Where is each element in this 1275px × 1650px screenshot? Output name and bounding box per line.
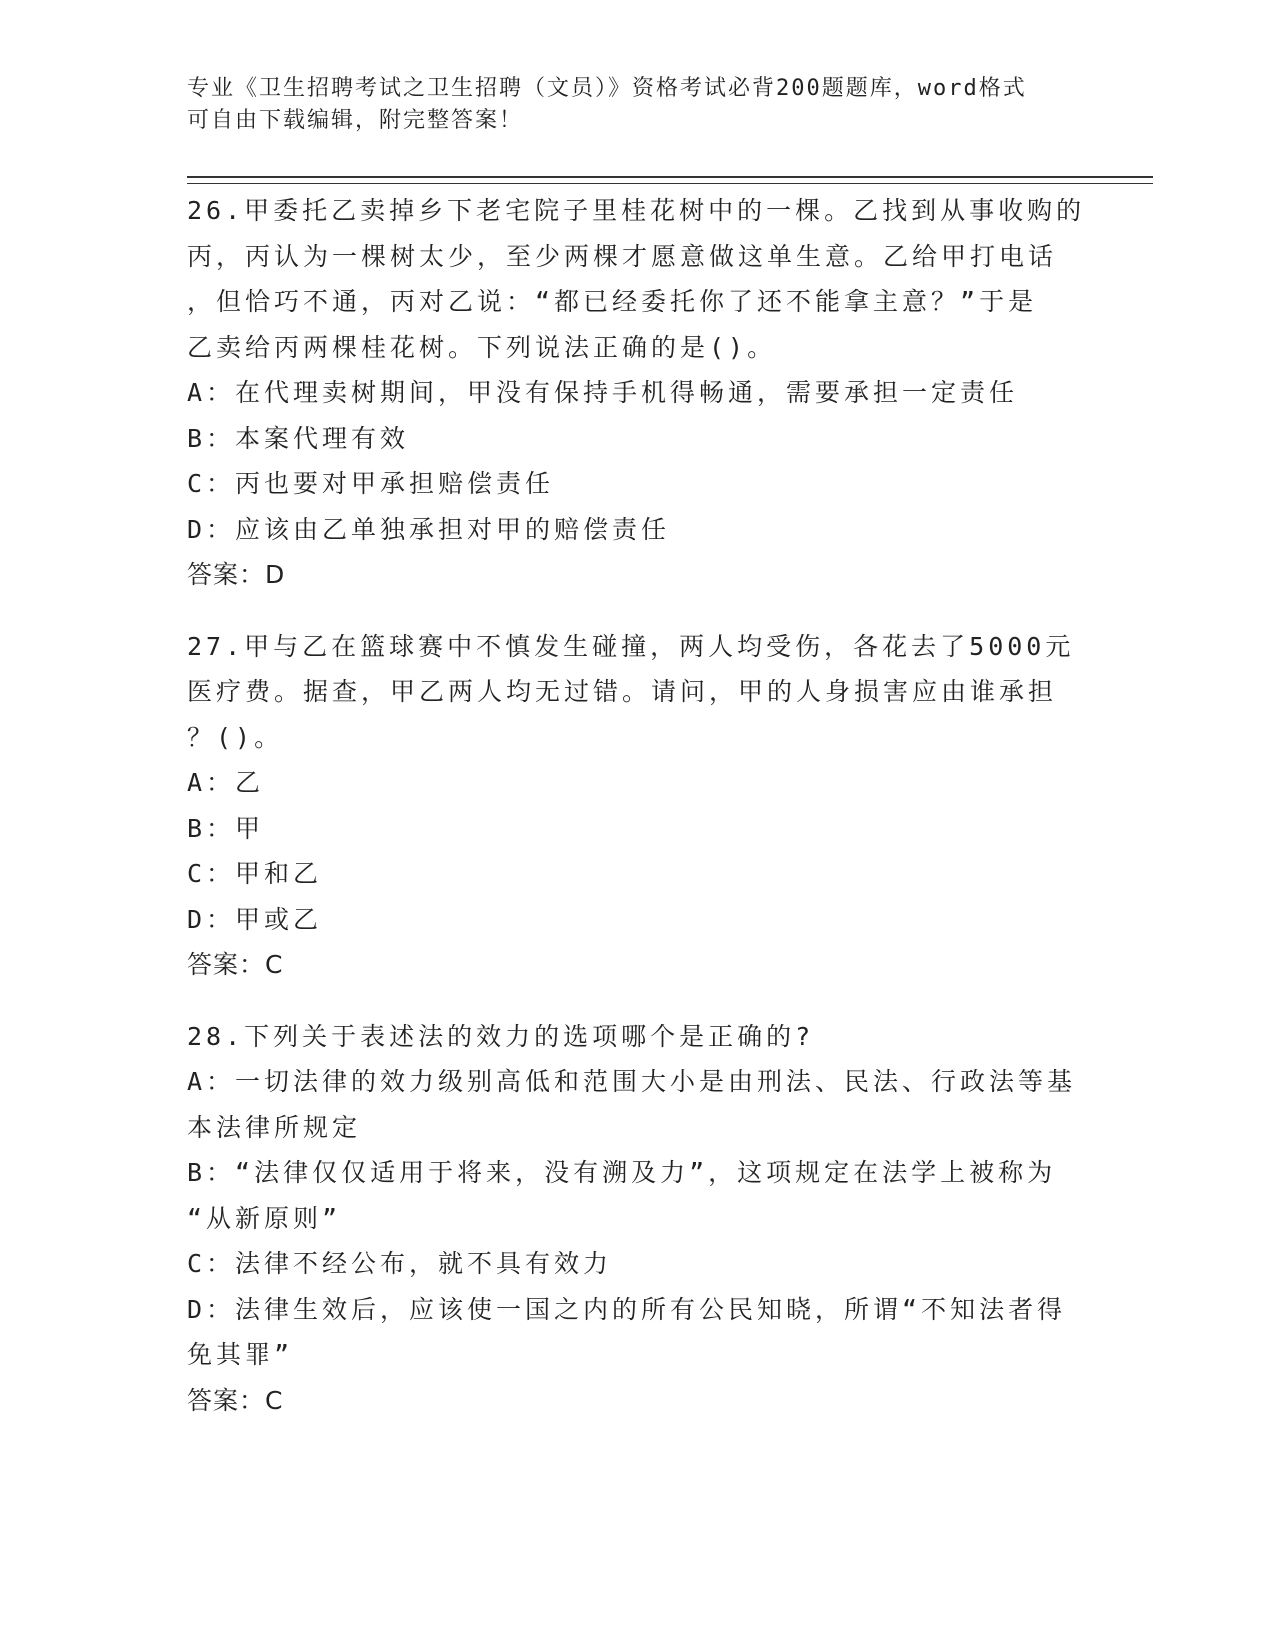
document-header xyxy=(187,73,1067,137)
option-d: D：甲或乙 xyxy=(187,904,323,934)
option-c: C：甲和乙 xyxy=(187,859,323,888)
answer: 答案：C xyxy=(187,1385,284,1415)
question-stem-line: 26.甲委托乙卖掉乡下老宅院子里桂花树中的一棵。乙找到从事收购的 xyxy=(187,196,1086,225)
question-stem-line: 27.甲与乙在篮球赛中不慎发生碰撞，两人均受伤，各花去了5000元 xyxy=(187,631,1075,661)
option-c: C：丙也要对甲承担赔偿责任 xyxy=(187,469,555,498)
header-line-2: 可自由下载编辑，附完整答案！ xyxy=(187,108,524,133)
question-stem-line: 乙卖给丙两棵桂花树。下列说法正确的是()。 xyxy=(187,332,777,362)
answer: 答案：C xyxy=(187,950,284,979)
option-a-continued: 本法律所规定 xyxy=(187,1112,362,1142)
question-stem-line: 医疗费。据查，甲乙两人均无过错。请问，甲的人身损害应由谁承担 xyxy=(187,677,1058,706)
question-stem-line: 丙，丙认为一棵树太少，至少两棵才愿意做这单生意。乙给甲打电话 xyxy=(187,241,1058,271)
option-a: A：一切法律的效力级别高低和范围大小是由刑法、民法、行政法等基 xyxy=(187,1067,1077,1096)
option-b: B：“法律仅仅适用于将来，没有溯及力”，这项规定在法学上被称为 xyxy=(187,1158,1057,1187)
option-b: B：甲 xyxy=(187,813,265,843)
question-list xyxy=(187,188,1087,1449)
option-b: B：本案代理有效 xyxy=(187,423,410,453)
question-stem-line: ？()。 xyxy=(187,722,284,752)
question-stem-line: ，但恰巧不通，丙对乙说：“都已经委托你了还不能拿主意？”于是 xyxy=(187,287,1038,316)
answer: 答案：D xyxy=(187,560,286,589)
header-rule-thin xyxy=(187,183,1153,184)
option-d: D：应该由乙单独承担对甲的赔偿责任 xyxy=(187,514,671,544)
question-27 xyxy=(187,624,1087,988)
option-d-continued: 免其罪” xyxy=(187,1340,294,1369)
option-c: C：法律不经公布，就不具有效力 xyxy=(187,1249,613,1278)
option-b-continued: “从新原则” xyxy=(187,1203,342,1233)
header-rule-thick xyxy=(187,176,1153,178)
option-d: D：法律生效后，应该使一国之内的所有公民知晓，所谓“不知法者得 xyxy=(187,1294,1067,1324)
option-a: A：在代理卖树期间，甲没有保持手机得畅通，需要承担一定责任 xyxy=(187,378,1019,407)
question-28 xyxy=(187,1014,1087,1424)
header-line-1: 专业《卫生招聘考试之卫生招聘（文员）》资格考试必背200题题库，word格式 xyxy=(187,76,1027,101)
question-26 xyxy=(187,188,1087,598)
option-a: A：乙 xyxy=(187,768,265,797)
question-stem-line: 28.下列关于表述法的效力的选项哪个是正确的? xyxy=(187,1021,815,1051)
